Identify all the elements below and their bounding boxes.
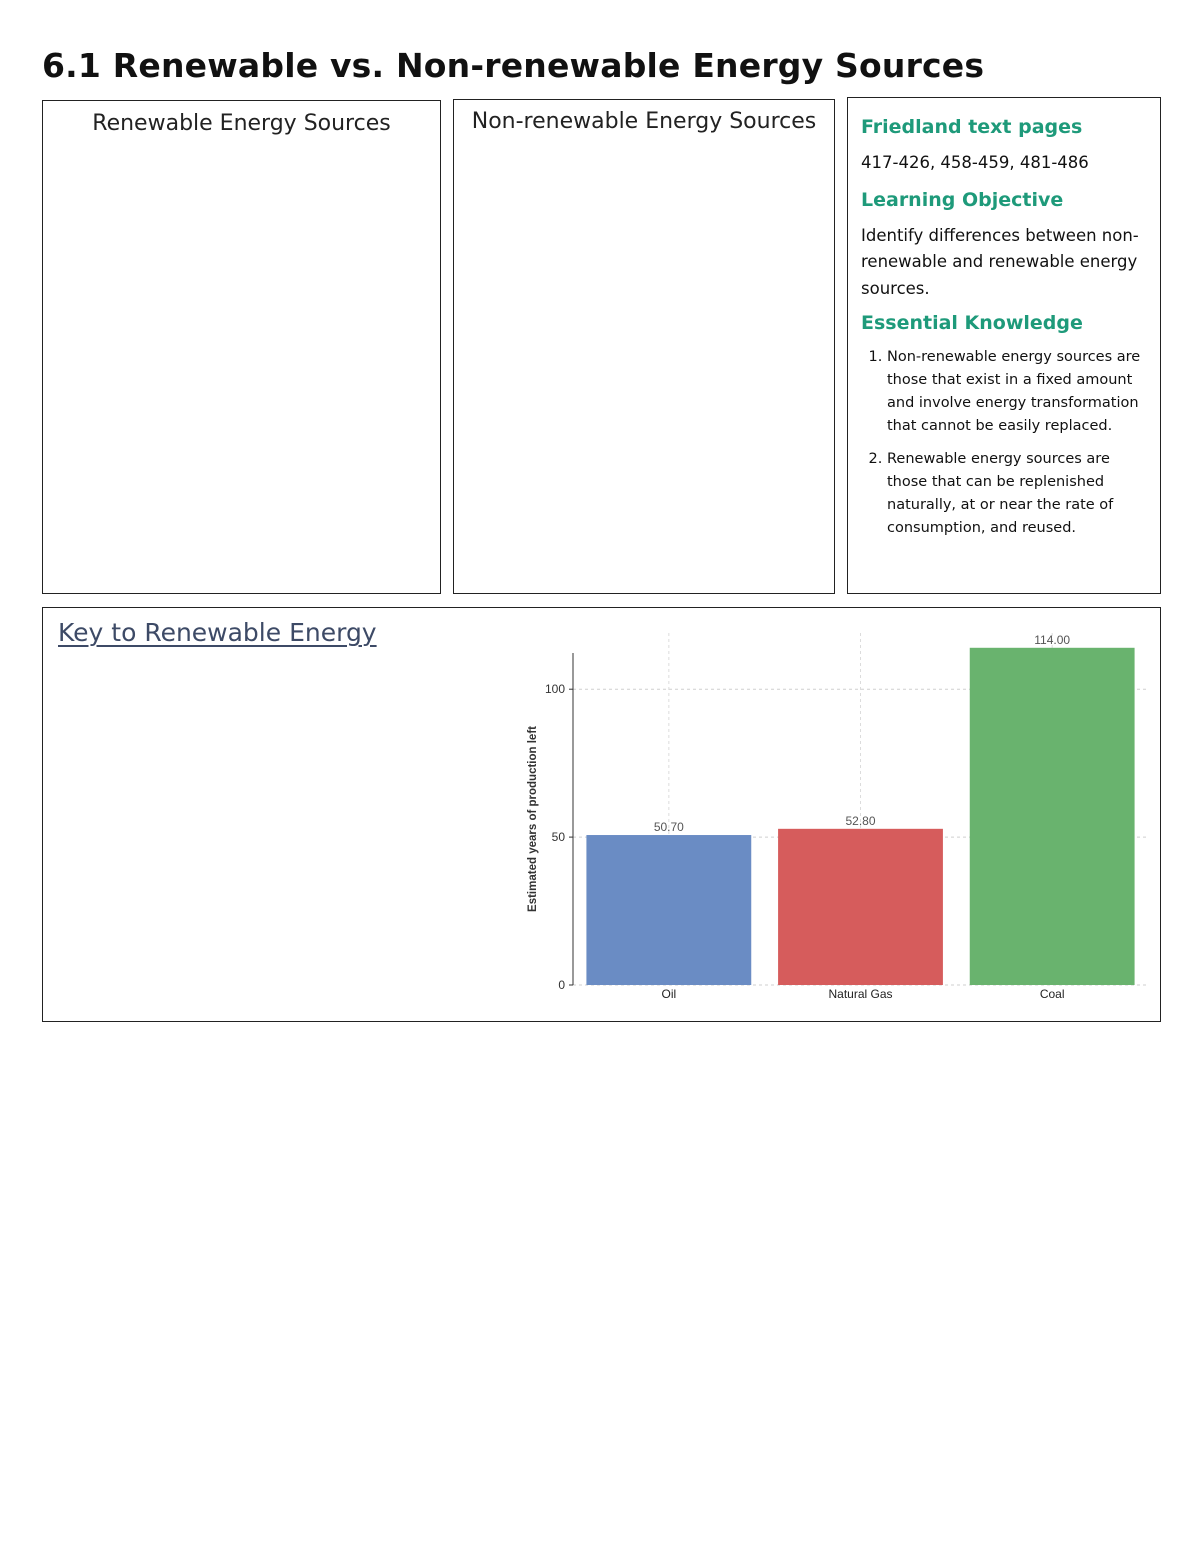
nonrenewable-sources-heading: Non-renewable Energy Sources [471, 109, 817, 134]
page-title: 6.1 Renewable vs. Non-renewable Energy Sources [42, 46, 985, 85]
key-box [42, 607, 1161, 1022]
bar-oil [586, 835, 751, 985]
knowledge-list [861, 346, 1148, 540]
bar-natural-gas [778, 829, 943, 985]
key-heading: Key to Renewable Energy [58, 618, 377, 647]
y-axis-label: Estimated years of production left [527, 726, 539, 912]
x-tick-label: Oil [661, 987, 677, 1001]
renewable-sources-heading: Renewable Energy Sources [92, 111, 391, 136]
nonrenewable-sources-box [453, 99, 835, 594]
bar-value-label: 50.70 [653, 820, 684, 835]
renewable-sources-box [42, 100, 441, 594]
y-tick-label: 50 [551, 830, 565, 845]
y-tick-label: 0 [558, 978, 565, 992]
info-sidebar [847, 97, 1161, 594]
objective-text: Identify differences between non-renewable and renewable energy sources. [861, 225, 1139, 298]
y-tick-label: 100 [544, 682, 565, 697]
x-tick-label: Coal [1039, 987, 1065, 1001]
knowledge-item: 2. Renewable energy sources are those that can be replenished naturally, at or near the rate of consumption, and reused. [887, 448, 1148, 540]
bar-value-label: 52.80 [845, 813, 876, 828]
knowledge-heading: Essential Knowledge [861, 312, 1083, 334]
text-pages-heading: Friedland text pages [861, 116, 1083, 138]
x-tick-label: Natural Gas [828, 987, 893, 1001]
text-pages: 417-426, 458-459, 481-486 [861, 153, 1089, 172]
bar-value-label: 114.00 [1034, 632, 1071, 647]
objective-heading: Learning Objective [861, 188, 1064, 211]
reserves-bar-chart [473, 623, 1153, 1013]
bar-coal [970, 648, 1135, 985]
knowledge-item: 1. Non-renewable energy sources are those that exist in a fixed amount and involve energy transformation that cannot be easily replaced. [887, 346, 1148, 438]
